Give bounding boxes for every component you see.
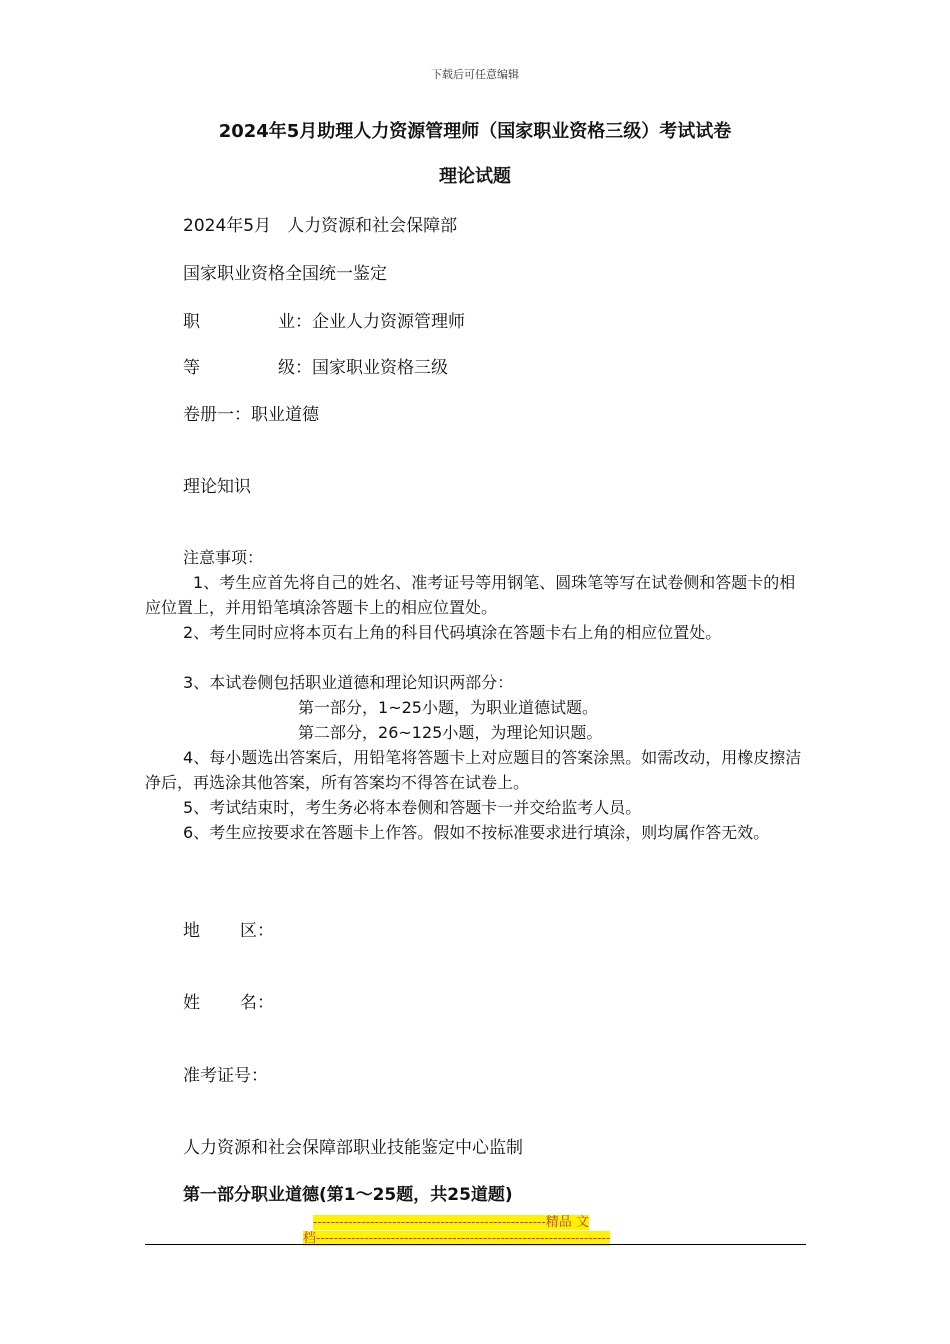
note-1-text: 、考生应首先将自己的姓名、准考证号等用钢笔、圆珠笔等写在试卷侧和答题卡的相应位置上，并用铅笔填涂答题卡上的相应位置处。	[145, 573, 796, 617]
footer-watermark-text-2: 档-------------------------------------------------------------------	[303, 1231, 611, 1246]
part-1-line	[298, 695, 798, 720]
volume-line: 卷册一：职业道德	[183, 405, 319, 425]
part-2-line	[298, 720, 798, 745]
note-2	[145, 620, 805, 645]
note-3-text: 、本试卷侧包括职业道德和理论知识两部分：	[193, 673, 514, 692]
supervisor-line: 人力资源和社会保障部职业技能鉴定中心监制	[183, 1138, 523, 1158]
region-label-1: 地	[183, 921, 200, 941]
name-label-1: 姓	[183, 993, 200, 1013]
occupation-line	[183, 307, 465, 332]
note-5-number: 5	[183, 798, 194, 817]
notes-heading: 注意事项：	[183, 548, 264, 567]
theory-line: 理论知识	[183, 477, 251, 497]
note-4	[145, 745, 805, 795]
note-6-text: 、考生应按要求在答题卡上作答。假如不按标准要求进行填涂，则均属作答无效。	[193, 823, 770, 842]
level-line	[183, 353, 448, 378]
level-value: 国家职业资格三级	[312, 358, 448, 378]
note-3	[145, 670, 805, 695]
document-title: 2024年5月助理人力资源管理师（国家职业资格三级）考试试卷	[218, 121, 732, 142]
note-5	[145, 795, 805, 820]
note-1-number: 1	[193, 573, 204, 592]
note-6	[145, 820, 805, 845]
date-month: 5	[243, 216, 255, 236]
level-label-1: 等	[183, 358, 200, 378]
issuer: 人力资源和社会保障部	[287, 216, 458, 236]
section-title: 第一部分职业道德(第1～25题，共25道题)	[183, 1185, 513, 1205]
footer-divider	[145, 1244, 806, 1245]
occupation-label-2: 业：	[278, 312, 312, 332]
part-2-label: 第二部分，	[298, 723, 379, 742]
region-label-2: 区：	[240, 921, 274, 941]
level-label-2: 级：	[278, 358, 312, 378]
name-label-2: 名：	[240, 993, 274, 1013]
note-6-number: 6	[183, 823, 194, 842]
note-5-text: 、考试结束时，考生务必将本卷侧和答题卡一并交给监考人员。	[193, 798, 642, 817]
header-note: 下载后可任意编辑	[431, 68, 519, 81]
note-2-number: 2	[183, 623, 194, 642]
date-month-suffix: 月	[254, 216, 272, 236]
name-field	[183, 988, 274, 1013]
part-1-range: 1~25	[378, 698, 422, 717]
part-2-range: 26~125	[378, 723, 443, 742]
region-field	[183, 916, 274, 941]
note-4-number: 4	[183, 748, 194, 767]
part-1-label: 第一部分，	[298, 698, 379, 717]
note-4-text: 、每小题选出答案后，用铅笔将答题卡上对应题目的答案涂黑。如需改动，用橡皮擦洁净后，再选涂其他答案，所有答案均不得答在试卷上。	[145, 748, 802, 792]
occupation-label-1: 职	[183, 312, 200, 332]
note-2-text: 、考生同时应将本页右上角的科目代码填涂在答题卡右上角的相应位置处。	[193, 623, 722, 642]
document-subtitle: 理论试题	[439, 166, 511, 187]
part-1-desc: 小题，为职业道德试题。	[421, 698, 598, 717]
note-3-number: 3	[183, 673, 194, 692]
occupation-value: 企业人力资源管理师	[312, 312, 465, 332]
note-1	[145, 570, 805, 620]
date-year: 2024	[183, 216, 227, 236]
part-2-desc: 小题，为理论知识题。	[442, 723, 603, 742]
ticket-number-field: 准考证号：	[183, 1066, 268, 1086]
appraisal-line: 国家职业资格全国统一鉴定	[183, 264, 387, 284]
date-issuer-line	[183, 211, 457, 236]
footer-watermark-text-1: -----------------------------------------------------精品 文	[313, 1215, 589, 1230]
date-year-suffix: 年	[226, 216, 244, 236]
